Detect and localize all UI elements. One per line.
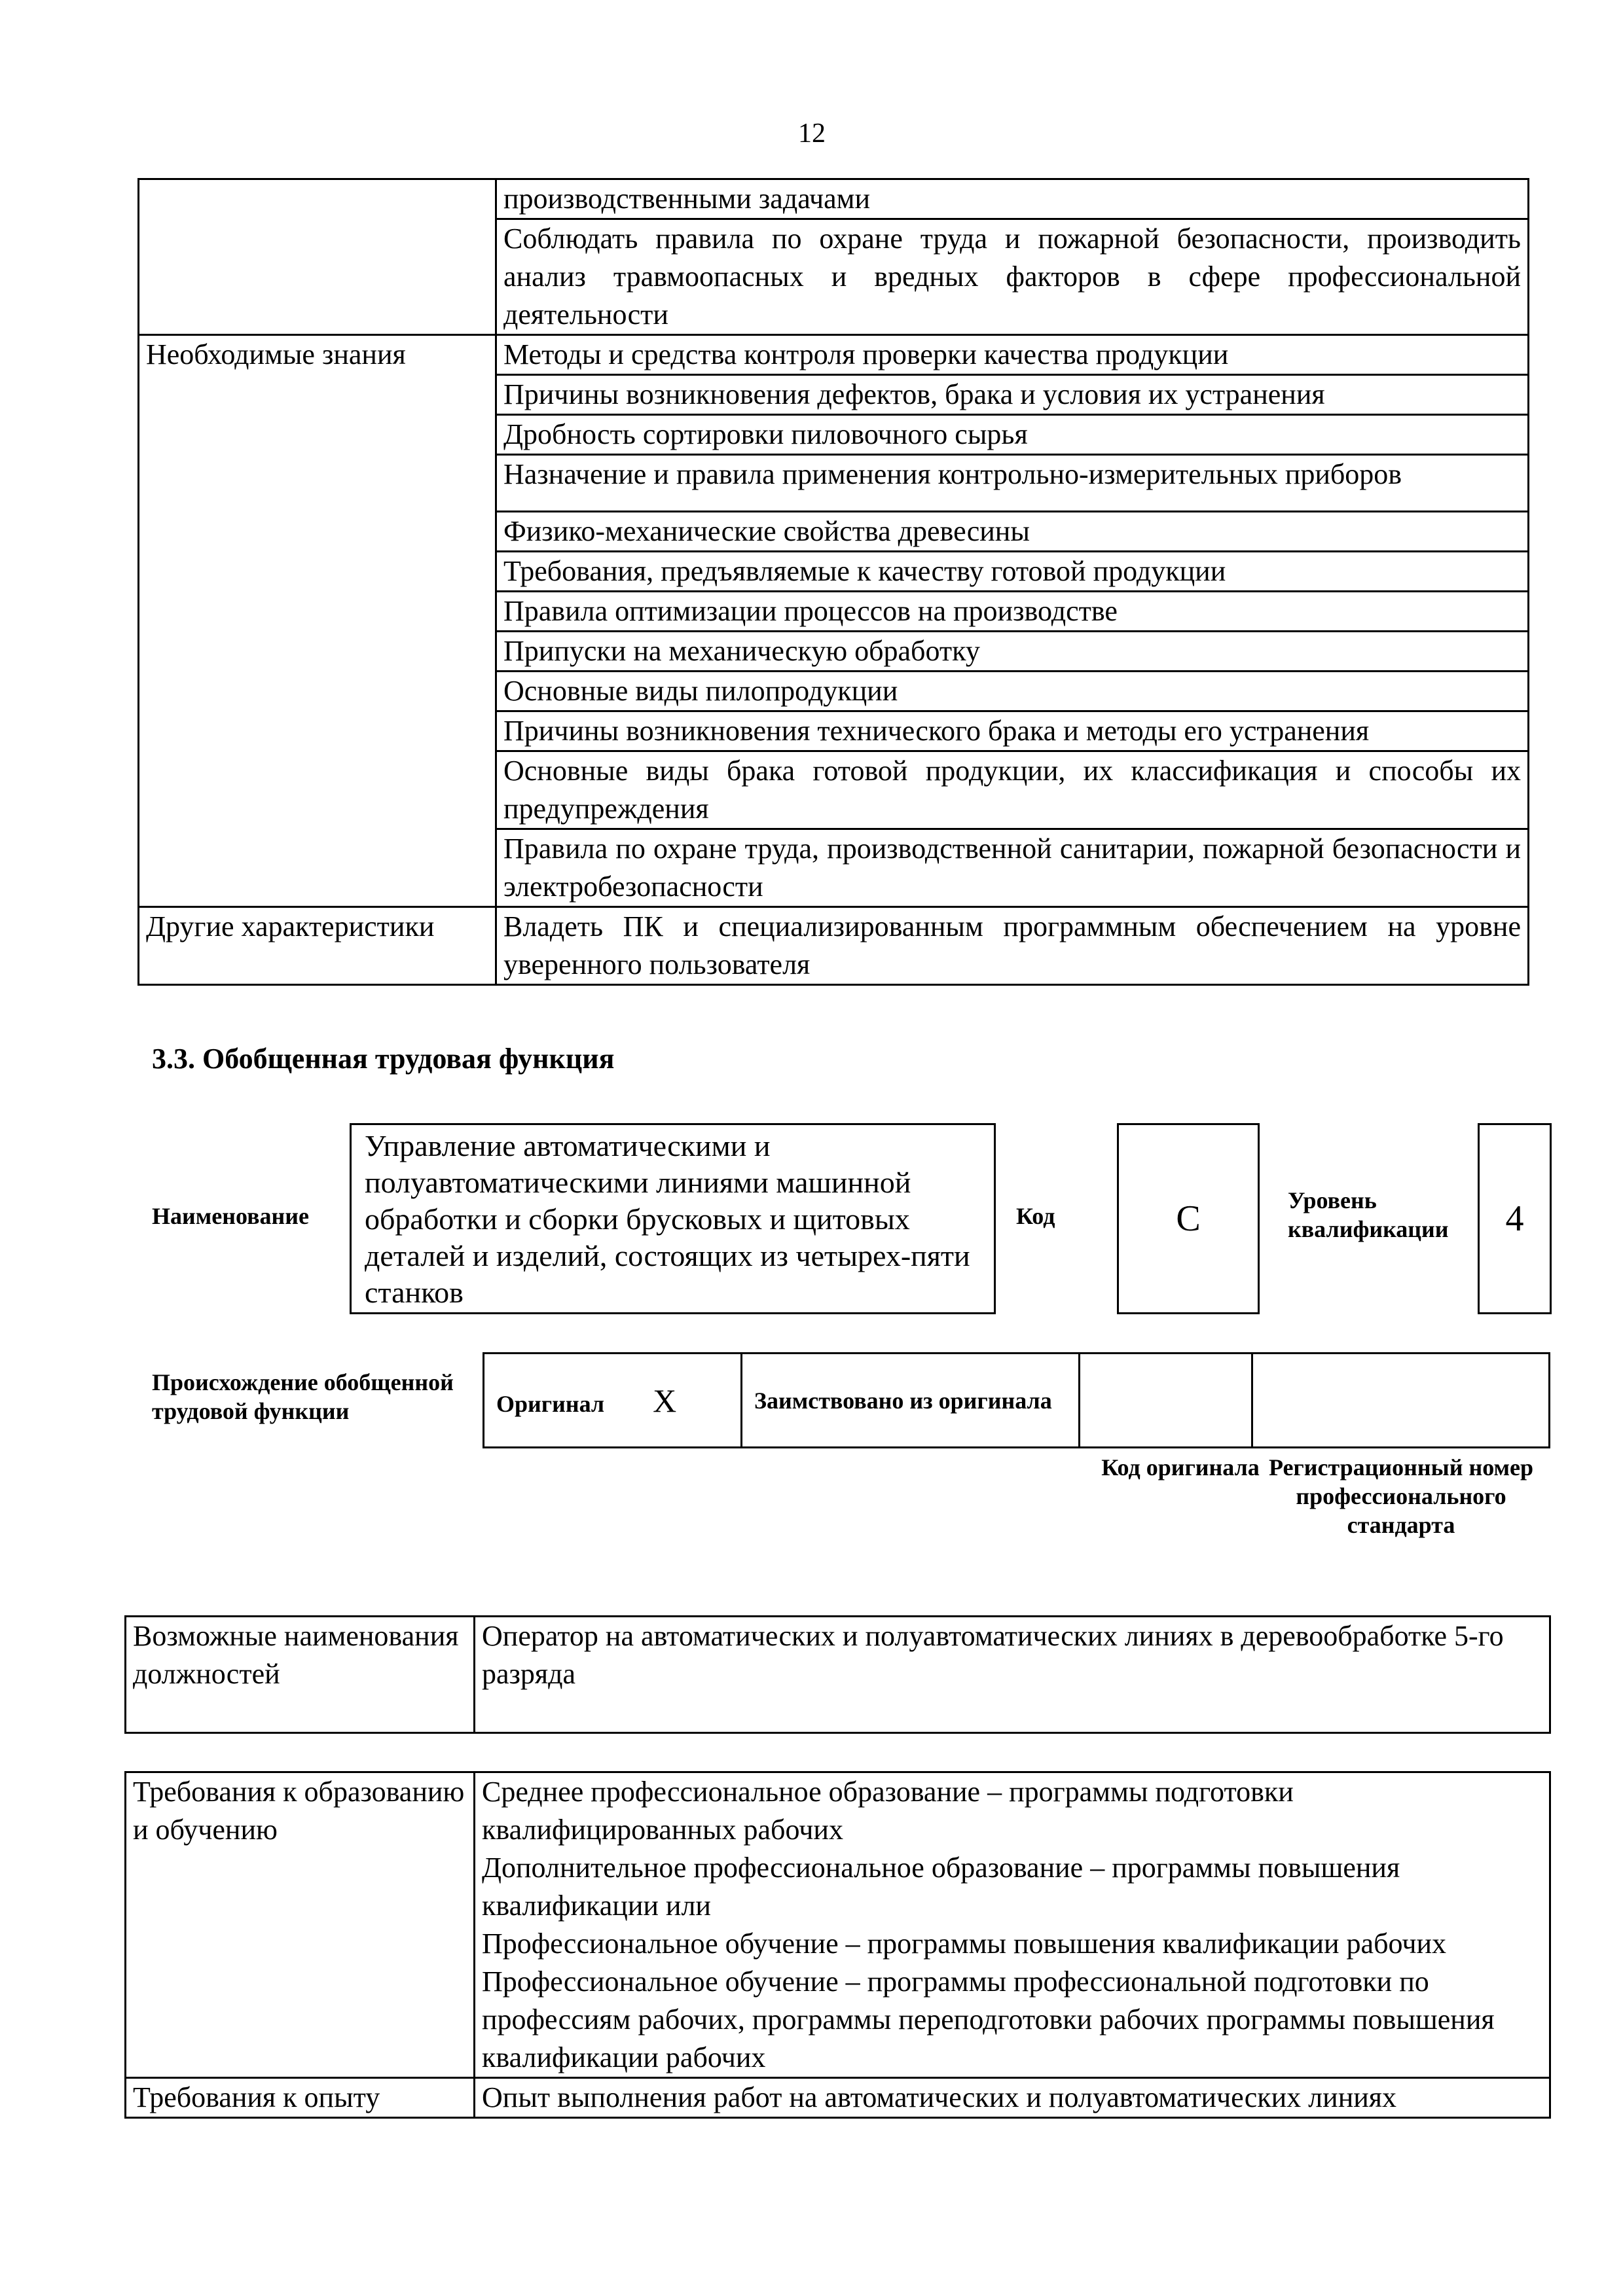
- education-line: Среднее профессиональное образование – программы подготовки квалифицированных рабочих: [482, 1776, 1294, 1846]
- competency-table: [137, 178, 1529, 986]
- positions-table: [124, 1615, 1551, 1734]
- education-line: Профессиональное обучение – программы повышения квалификации рабочих: [482, 1928, 1446, 1960]
- row-text: Основные виды брака готовой продукции, их классификация и способы их предупреждения: [496, 751, 1529, 829]
- function-name-box: Управление автоматическими и полуавтоматическими линиями машинной обработки и сборки брусковых и щитовых деталей и изделий, состоящих из четырех-пяти станков: [350, 1123, 996, 1314]
- experience-label: Требования к опыту: [126, 2078, 475, 2118]
- row-text: Физико-механические свойства древесины: [496, 512, 1529, 552]
- requirements-table: [124, 1771, 1551, 2119]
- table-row: [139, 907, 1529, 985]
- reg-caption: Регистрационный номер профессионального стандарта: [1268, 1454, 1534, 1538]
- row-text: Дробность сортировки пиловочного сырья: [496, 415, 1529, 455]
- section-title: 3.3. Обобщенная трудовая функция: [152, 1043, 615, 1075]
- row-text: Требования, предъявляемые к качеству готовой продукции: [496, 552, 1529, 592]
- code-caption: Код оригинала: [1101, 1454, 1260, 1480]
- level-value-box: 4: [1478, 1123, 1552, 1314]
- experience-value: Опыт выполнения работ на автоматических и полуавтоматических линиях: [475, 2078, 1550, 2118]
- row-label: Необходимые знания: [139, 335, 496, 907]
- row-text: Припуски на механическую обработку: [496, 632, 1529, 672]
- education-line: Профессиональное обучение – программы профессиональной подготовки по профессиям рабочих, программы переподготовки рабочих программы повышения квалификации рабочих: [482, 1965, 1495, 2073]
- education-value: [475, 1772, 1550, 2078]
- row-label: Другие характеристики: [139, 907, 496, 985]
- code-value-box: С: [1117, 1123, 1260, 1314]
- origin-table: [483, 1352, 1550, 1448]
- table-row: [139, 335, 1529, 375]
- original-mark: Х: [653, 1382, 677, 1419]
- row-text: Причины возникновения дефектов, брака и условия их устранения: [496, 375, 1529, 415]
- positions-label: Возможные наименования должностей: [126, 1617, 475, 1733]
- row-text: Правила оптимизации процессов на производстве: [496, 592, 1529, 632]
- row-text: Основные виды пилопродукции: [496, 672, 1529, 711]
- row-text: производственными задачами: [496, 179, 1529, 219]
- row-text: Соблюдать правила по охране труда и пожарной безопасности, производить анализ травмоопасных и вредных факторов в сфере профессиональной деятельности: [496, 219, 1529, 335]
- positions-value: Оператор на автоматических и полуавтоматических линиях в деревообработке 5-го разряда: [475, 1617, 1550, 1733]
- table-row: [139, 179, 1529, 219]
- name-label: Наименование: [152, 1203, 309, 1229]
- row-text: Правила по охране труда, производственной санитарии, пожарной безопасности и электробезопасности: [496, 829, 1529, 907]
- reg-number-cell: [1252, 1354, 1550, 1448]
- level-label: Уровень квалификации: [1288, 1187, 1449, 1242]
- row-text: Методы и средства контроля проверки качества продукции: [496, 335, 1529, 375]
- row-label: [139, 179, 496, 335]
- education-label: Требования к образованию и обучению: [126, 1772, 475, 2078]
- row-text: Назначение и правила применения контрольно-измерительных приборов: [496, 455, 1529, 512]
- original-cell: [484, 1354, 742, 1448]
- education-line: Дополнительное профессиональное образование – программы повышения квалификации или: [482, 1852, 1400, 1922]
- origin-label: Происхождение обобщенной трудовой функции: [152, 1369, 454, 1424]
- code-label: Код: [1016, 1203, 1055, 1229]
- row-text: Причины возникновения технического брака и методы его устранения: [496, 711, 1529, 751]
- original-code-cell: [1080, 1354, 1252, 1448]
- borrowed-cell: Заимствовано из оригинала: [742, 1354, 1080, 1448]
- original-label: Оригинал: [496, 1390, 605, 1417]
- row-text: Владеть ПК и специализированным программным обеспечением на уровне уверенного пользователя: [496, 907, 1529, 985]
- page-number: 12: [798, 118, 826, 149]
